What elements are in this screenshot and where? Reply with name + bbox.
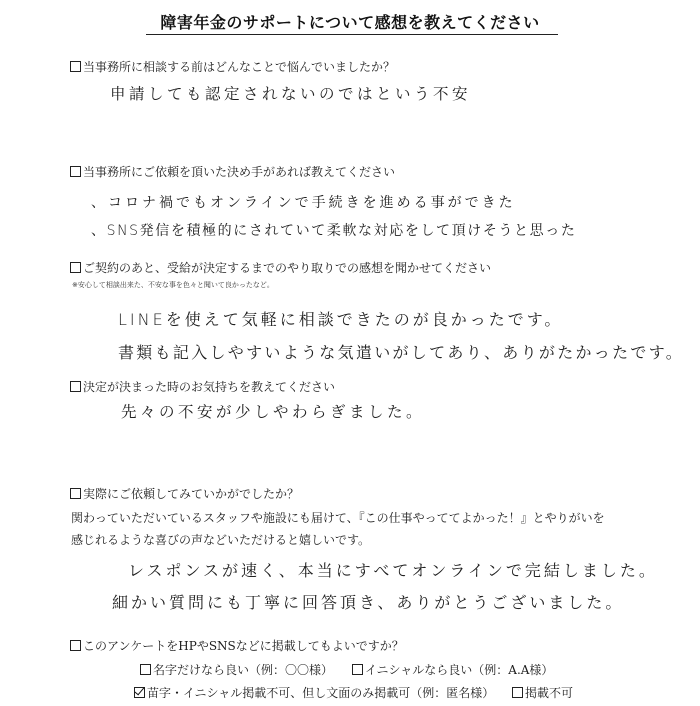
checkbox[interactable] bbox=[70, 262, 81, 273]
option-checkbox-checked[interactable] bbox=[134, 687, 145, 698]
option-initials[interactable] bbox=[352, 661, 553, 678]
option-name-only[interactable] bbox=[140, 661, 333, 678]
question-1-label: 当事務所に相談する前はどんなことで悩んでいましたか？ bbox=[83, 60, 396, 74]
question-5-body-line-1: 関わっていただいているスタッフや施設にも届けて、『この仕事やっててよかった！』とやりがいを bbox=[71, 511, 605, 525]
question-1 bbox=[70, 58, 395, 75]
option-label: 掲載不可 bbox=[525, 686, 574, 700]
option-checkbox[interactable] bbox=[140, 664, 151, 675]
answer-1-line-1: 申請しても認定されないのではという不安 bbox=[110, 85, 472, 103]
answer-5-line-1: レスポンスが速く、本当にすべてオンラインで完結しました。 bbox=[128, 561, 658, 580]
checkbox[interactable] bbox=[70, 488, 81, 499]
question-3-note: ※安心して相談出来た、不安な事を色々と聞いて良かったなど。 bbox=[72, 281, 274, 289]
question-2 bbox=[70, 163, 395, 180]
question-3-label: ご契約のあと、受給が決定するまでのやり取りでの感想を聞かせてください bbox=[83, 261, 492, 275]
question-5 bbox=[70, 485, 299, 502]
answer-5-line-2: 細かい質問にも丁寧に回答頂き、ありがとうございました。 bbox=[112, 593, 625, 612]
checkbox[interactable] bbox=[70, 640, 81, 651]
question-5-body-line-2: 感じれるような喜びの声などいただけると嬉しいです。 bbox=[71, 533, 371, 547]
option-checkbox[interactable] bbox=[352, 664, 363, 675]
option-no-publish[interactable] bbox=[512, 684, 573, 701]
option-label: 苗字・イニシャル掲載不可、但し文面のみ掲載可（例：匿名様） bbox=[147, 686, 495, 700]
question-3 bbox=[70, 259, 491, 276]
answer-2-line-1: 、コロナ禍でもオンラインで手続きを進める事ができた bbox=[91, 195, 516, 211]
question-4-label: 決定が決まった時のお気持ちを教えてください bbox=[83, 380, 336, 394]
option-label: イニシャルなら良い（例：A.A様） bbox=[365, 663, 554, 677]
question-6-label: このアンケートをHPやSNSなどに掲載してもよいですか？ bbox=[83, 639, 404, 653]
answer-3-line-2: 書類も記入しやすいような気遣いがしてあり、ありがたかったです。 bbox=[118, 343, 685, 362]
option-label: 名字だけなら良い（例：〇〇様） bbox=[153, 663, 334, 677]
answer-4-line-1: 先々の不安が少しやわらぎました。 bbox=[121, 403, 426, 421]
option-checkbox[interactable] bbox=[512, 687, 523, 698]
option-anonymous-text-only[interactable] bbox=[134, 684, 494, 701]
question-5-label: 実際にご依頼してみていかがでしたか？ bbox=[83, 487, 300, 501]
answer-3-line-1: LINEを使えて気軽に相談できたのが良かったです。 bbox=[118, 310, 564, 329]
answer-2-line-2: 、SNS発信を積極的にされていて柔軟な対応をして頂けそうと思った bbox=[91, 223, 577, 239]
page-title: 障害年金のサポートについて感想を教えてください bbox=[160, 13, 540, 32]
question-2-label: 当事務所にご依頼を頂いた決め手があれば教えてください bbox=[83, 165, 396, 179]
checkbox[interactable] bbox=[70, 166, 81, 177]
title-underline bbox=[146, 34, 558, 35]
checkbox[interactable] bbox=[70, 381, 81, 392]
question-6 bbox=[70, 637, 404, 654]
question-4 bbox=[70, 378, 335, 395]
checkbox[interactable] bbox=[70, 61, 81, 72]
